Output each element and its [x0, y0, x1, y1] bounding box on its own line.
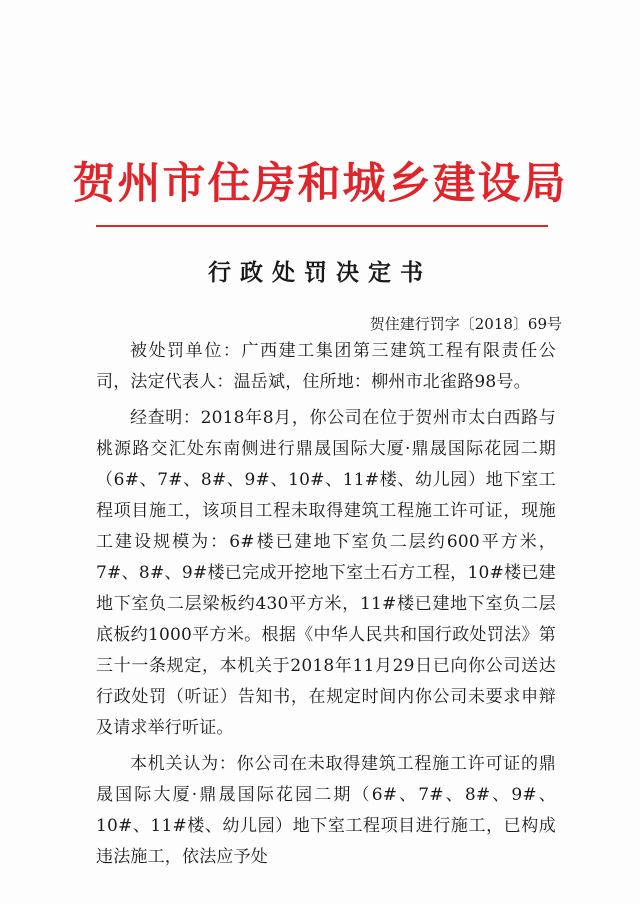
document-title: 行政处罚决定书 — [208, 259, 432, 286]
paragraph-conclusion: 本机关认为：你公司在未取得建筑工程施工许可证的鼎晟国际大厦·鼎晟国际花园二期（6#、7#、8#、9#、10#、11#楼、幼儿园）地下室工程项目进行施工，已构成违法施工，依法应予处 — [96, 754, 556, 867]
document-body — [96, 336, 556, 878]
paragraph-findings: 经查明：2018年8月，你公司在位于贺州市太白西路与桃源路交汇处东南侧进行鼎晟国际大厦·鼎晟国际花园二期（6#、7#、8#、9#、10#、11#楼、幼儿园）地下室工程项目施工，该项目工程未取得建筑工程施工许可证，现施工建设规模为：6#楼已建地下室负二层约600平方米，7#、8#、9#楼已完成开挖地下室土石方工程，10#楼已建地下室负二层梁板约430平方米，11#楼已建地下室负二层底板约1000平方米。根据《中华人民共和国行政处罚法》第三十一条规定，本机关于2018年11月29日已向你公司送达行政处罚（听证）告知书，在规定时间内你公司未要求申辩及请求举行听证。 — [96, 408, 556, 738]
red-divider-line — [96, 225, 548, 227]
agency-header: 贺州市住房和城乡建设局 — [72, 159, 568, 209]
paragraph-penalized-party: 被处罚单位：广西建工集团第三建筑工程有限责任公司，法定代表人：温岳斌，住所地：柳州市北雀路98号。 — [96, 341, 556, 392]
document-number: 贺住建行罚字〔2018〕69号 — [369, 315, 562, 333]
